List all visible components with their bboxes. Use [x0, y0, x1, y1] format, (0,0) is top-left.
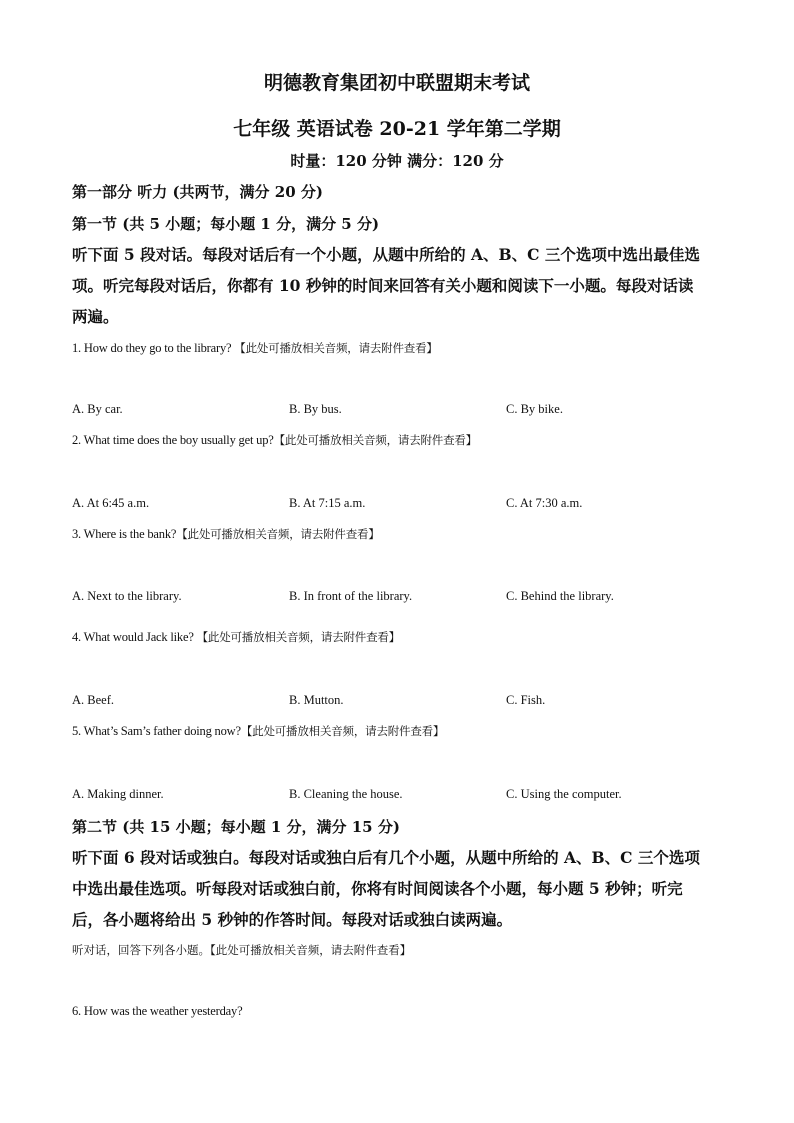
time-info: 时量：120 分钟 满分：120 分 — [290, 152, 504, 170]
option-a: A. Making dinner. — [72, 787, 164, 801]
option-c: C. At 7:30 a.m. — [506, 496, 583, 510]
section1-instruction-line: 项。听完每段对话后，你都有 10 秒钟的时间来回答有关小题和阅读下一小题。每段对话读 — [72, 276, 694, 295]
dialog-prompt — [72, 942, 411, 958]
section2-instruction-line: 后，各小题将给出 5 秒钟的作答时间。每段对话或独白读两遍。 — [72, 910, 513, 929]
question-text: 5. What’s Sam’s father doing now? — [72, 724, 241, 738]
question-2 — [72, 432, 477, 448]
question-1 — [72, 340, 438, 356]
section2-instruction-line: 听下面 6 段对话或独白。每段对话或独白后有几个小题，从题中所给的 A、B、C 三个选项 — [72, 848, 700, 867]
option-c: C. Using the computer. — [506, 787, 622, 801]
option-a: A. Next to the library. — [72, 589, 182, 603]
audio-note: 【此处可播放相关音频，请去附件查看】 — [234, 341, 438, 355]
dialog-prompt-text: 听对话，回答下列各小题。 — [72, 943, 210, 957]
option-b: B. At 7:15 a.m. — [289, 496, 366, 510]
section1-instruction-line: 两遍。 — [72, 307, 119, 326]
question-4 — [72, 629, 400, 645]
option-c: C. Fish. — [506, 693, 546, 707]
option-a: A. Beef. — [72, 693, 114, 707]
audio-note: 【此处可播放相关音频，请去附件查看】 — [240, 724, 445, 738]
option-b: B. In front of the library. — [289, 589, 413, 603]
audio-note: 【此处可播放相关音频，请去附件查看】 — [273, 433, 478, 447]
question-text: 4. What would Jack like? — [72, 630, 197, 644]
question-text: 1. How do they go to the library? — [72, 341, 235, 355]
exam-subtitle: 七年级 英语试卷 20-21 学年第二学期 — [233, 118, 561, 140]
question-text: 3. Where is the bank? — [72, 527, 177, 541]
question-5 — [72, 723, 444, 739]
audio-note: 【此处可播放相关音频，请去附件查看】 — [196, 630, 401, 644]
section1-heading: 第一节 (共 5 小题；每小题 1 分，满分 5 分) — [72, 215, 380, 233]
exam-title: 明德教育集团初中联盟期末考试 — [263, 72, 530, 94]
question-3 — [72, 526, 380, 542]
question-6: 6. How was the weather yesterday? — [72, 1004, 243, 1018]
option-b: B. By bus. — [289, 402, 342, 416]
option-a: A. At 6:45 a.m. — [72, 496, 150, 510]
audio-note: 【此处可播放相关音频，请去附件查看】 — [176, 527, 380, 541]
audio-note: 【此处可播放相关音频，请去附件查看】 — [210, 943, 412, 957]
section1-instruction-line: 听下面 5 段对话。每段对话后有一个小题，从题中所给的 A、B、C 三个选项中选出最佳选 — [72, 245, 700, 264]
option-b: B. Mutton. — [289, 693, 344, 707]
question-text: 2. What time does the boy usually get up? — [72, 433, 274, 447]
section2-heading: 第二节 (共 15 小题；每小题 1 分，满分 15 分) — [72, 818, 400, 836]
option-c: C. By bike. — [506, 402, 563, 416]
part1-heading: 第一部分 听力 (共两节，满分 20 分) — [72, 183, 323, 201]
option-a: A. By car. — [72, 402, 123, 416]
section2-instruction-line: 中选出最佳选项。听每段对话或独白前，你将有时间阅读各个小题，每小题 5 秒钟；听完 — [72, 879, 683, 898]
option-b: B. Cleaning the house. — [289, 787, 403, 801]
option-c: C. Behind the library. — [506, 589, 614, 603]
